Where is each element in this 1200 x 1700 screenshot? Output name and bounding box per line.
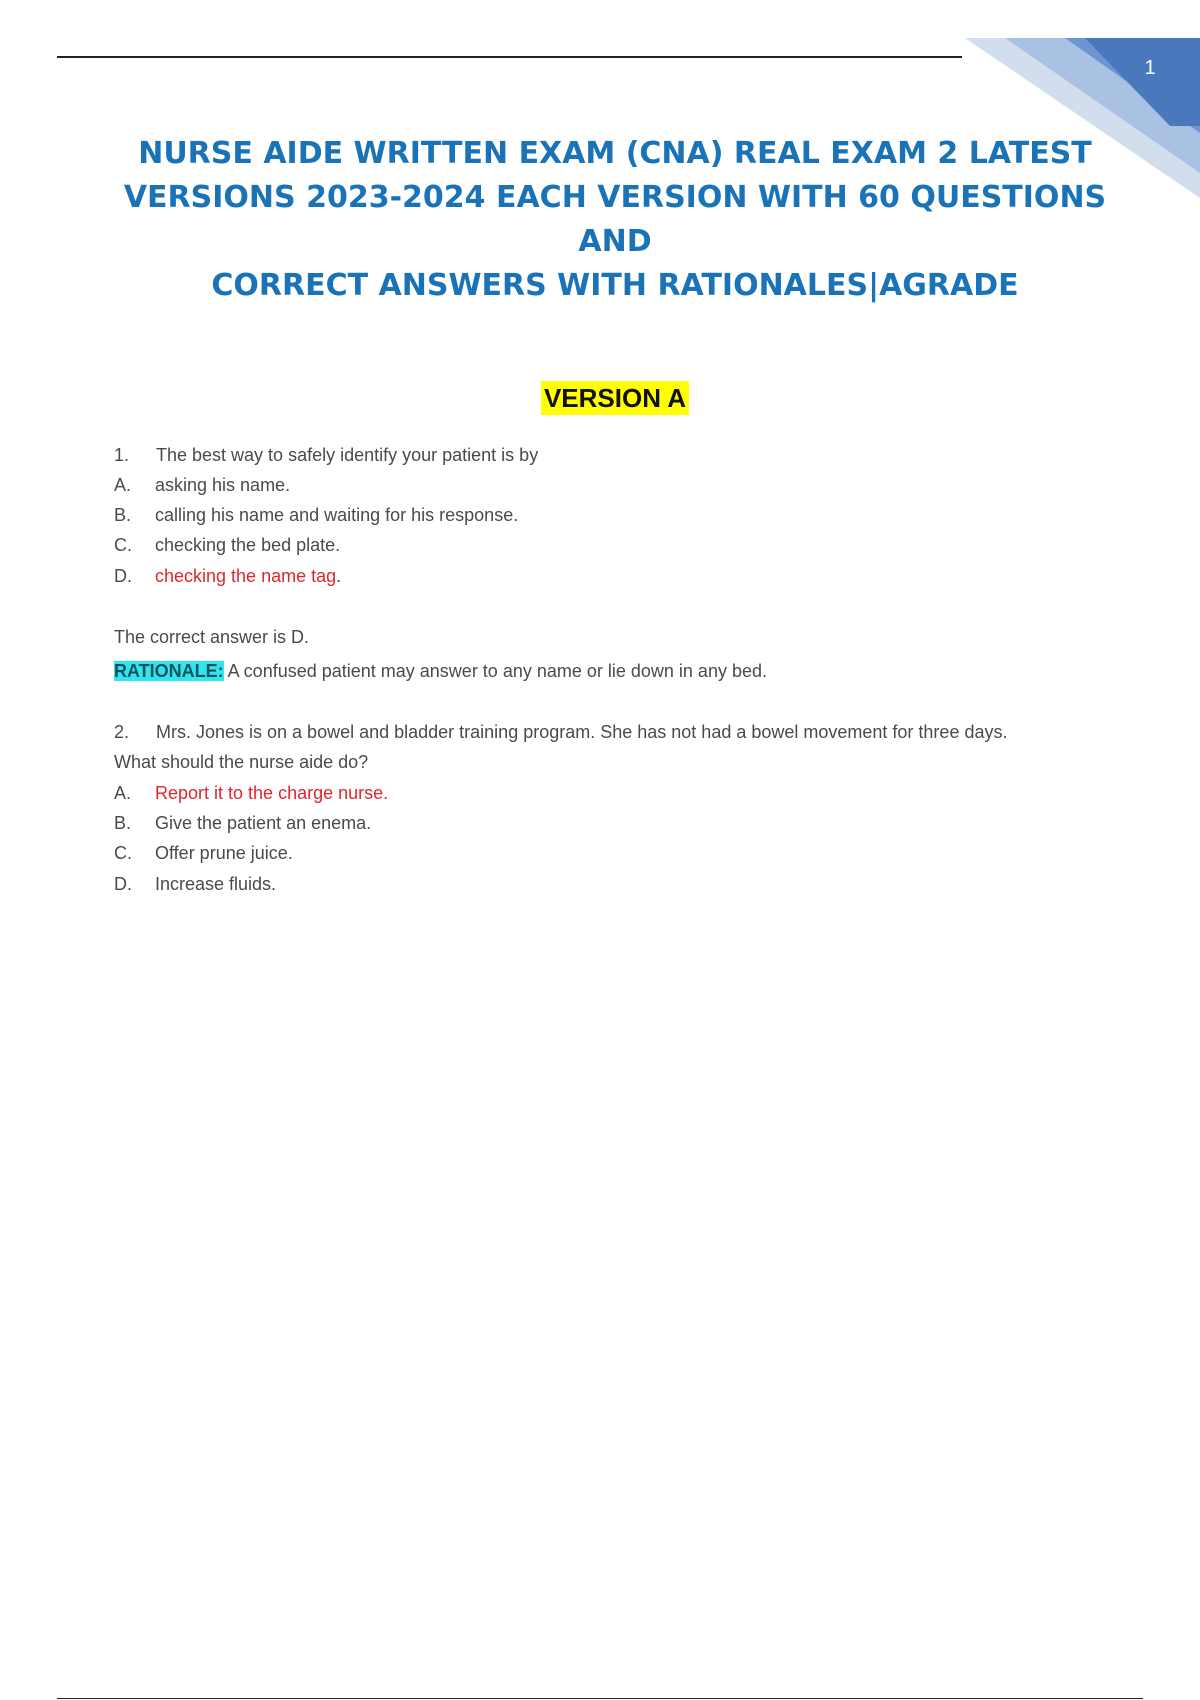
question-2-option-c: [114, 841, 293, 865]
rationale-label: RATIONALE:: [114, 661, 224, 681]
header-rule: [57, 56, 962, 58]
footer-rule: [57, 1698, 1143, 1699]
correct-option-text: Report it to the charge nurse.: [155, 783, 389, 803]
option-text: Offer prune juice.: [155, 843, 293, 863]
question-1: [114, 443, 538, 467]
option-letter: B.: [114, 813, 132, 833]
option-letter: D.: [114, 566, 132, 586]
option-text: checking the bed plate.: [155, 535, 341, 555]
version-heading: [0, 381, 1200, 415]
question-2: [114, 720, 1007, 744]
question-1-option-c: [114, 533, 340, 557]
page-number: 1: [1144, 57, 1156, 79]
option-letter: C.: [114, 843, 132, 863]
option-text: calling his name and waiting for his response.: [155, 505, 519, 525]
option-text: Give the patient an enema.: [155, 813, 372, 833]
question-1-option-a: [114, 473, 290, 497]
title-line-1: NURSE AIDE WRITTEN EXAM (CNA) REAL EXAM 2 LATEST: [138, 136, 1092, 171]
question-2-option-b: [114, 811, 371, 835]
title-line-3: CORRECT ANSWERS WITH RATIONALES|AGRADE: [211, 268, 1019, 303]
version-label: VERSION A: [541, 381, 689, 415]
option-text: Increase fluids.: [155, 874, 277, 894]
rationale: [114, 659, 767, 683]
question-2-option-d: [114, 872, 276, 896]
correct-option-text: checking the name tag: [155, 566, 337, 586]
correct-answer-statement: The correct answer is D.: [114, 627, 310, 647]
question-number: 2.: [114, 722, 130, 742]
question-1-option-b: [114, 503, 518, 527]
option-text: asking his name.: [155, 475, 291, 495]
option-letter: A.: [114, 475, 132, 495]
question-text: Mrs. Jones is on a bowel and bladder training program. She has not had a bowel movement for three days.: [156, 722, 1008, 742]
question-number: 1.: [114, 445, 130, 465]
option-letter: D.: [114, 874, 132, 894]
title-line-2: VERSIONS 2023-2024 EACH VERSION WITH 60 QUESTIONS AND: [123, 180, 1107, 259]
question-2-option-a: [114, 781, 388, 805]
rationale-text: A confused patient may answer to any name or lie down in any bed.: [223, 661, 767, 681]
question-1-option-d: [114, 564, 341, 588]
option-suffix: .: [336, 566, 342, 586]
question-text: The best way to safely identify your patient is by: [156, 445, 539, 465]
document-title: [100, 132, 1130, 308]
question-2-continuation: What should the nurse aide do?: [114, 752, 369, 772]
option-letter: B.: [114, 505, 132, 525]
option-letter: C.: [114, 535, 132, 555]
option-letter: A.: [114, 783, 132, 803]
